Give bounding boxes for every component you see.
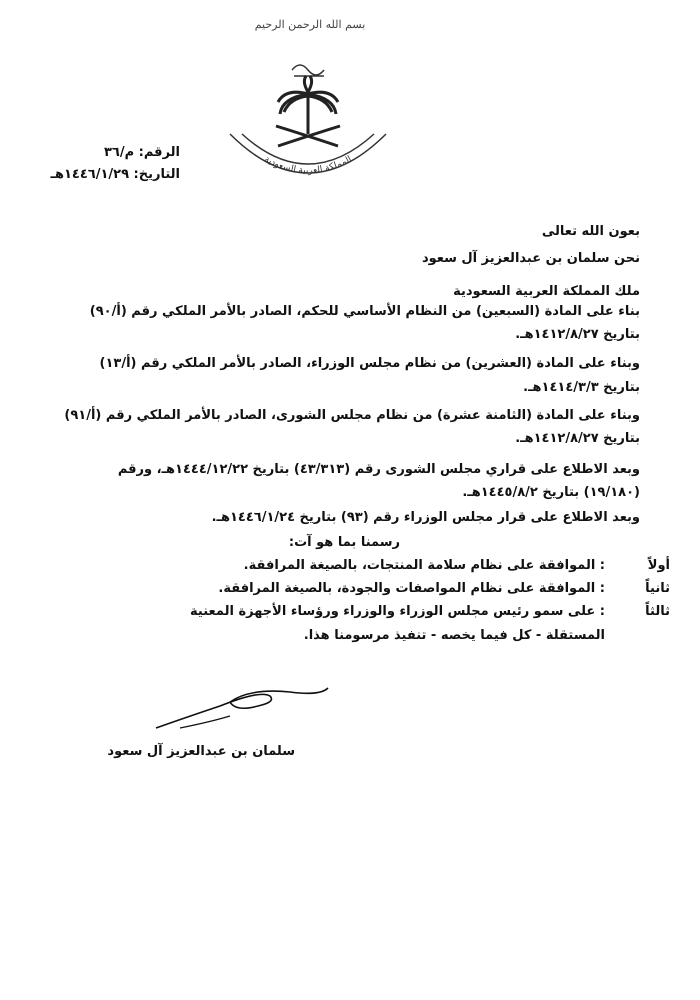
basmala: بسم الله الرحمن الرحيم bbox=[254, 18, 366, 31]
paragraph-1-line-1: بناء على المادة (السبعين) من النظام الأساسي للحكم، الصادر بالأمر الملكي رقم (أ/٩٠) bbox=[89, 304, 640, 319]
title-line: ملك المملكة العربية السعودية bbox=[453, 284, 640, 299]
paragraph-2-line-2: بتاريخ ١٤١٤/٣/٣هـ. bbox=[523, 380, 640, 395]
ref-date: التاريخ: ١٤٤٦/١/٢٩هـ bbox=[50, 167, 180, 182]
paragraph-3-line-2: بتاريخ ١٤١٢/٨/٢٧هـ. bbox=[515, 431, 640, 446]
item-3-label: ثالثاً bbox=[645, 604, 670, 619]
item-3-text: : على سمو رئيس مجلس الوزراء والوزراء ورؤساء الأجهزة المعنية bbox=[190, 604, 605, 619]
paragraph-4-line-1: وبعد الاطلاع على قراري مجلس الشورى رقم (٤٣/٣١٣) بتاريخ ١٤٤٤/١٢/٢٢هـ، ورقم bbox=[117, 462, 640, 477]
item-1-label: أولاً bbox=[647, 558, 670, 573]
king-line: نحن سلمان بن عبدالعزيز آل سعود bbox=[421, 251, 640, 266]
item-1-text: : الموافقة على نظام سلامة المنتجات، بالصيغة المرافقة. bbox=[243, 558, 605, 573]
paragraph-3-line-1: وبناء على المادة (الثامنة عشرة) من نظام مجلس الشورى، الصادر بالأمر الملكي رقم (أ/٩١) bbox=[64, 408, 640, 423]
decreed-line: رسمنا بما هو آت: bbox=[288, 535, 400, 550]
item-3-text-continued: المستقلة - كل فيما يخصه - تنفيذ مرسومنا هذا. bbox=[303, 628, 605, 643]
saudi-emblem bbox=[222, 52, 394, 184]
reference-block bbox=[20, 142, 180, 186]
ref-number: الرقم: م/٣٦ bbox=[103, 145, 180, 160]
paragraph-2-line-1: وبناء على المادة (العشرين) من نظام مجلس الوزراء، الصادر بالأمر الملكي رقم (أ/١٣) bbox=[99, 356, 640, 371]
paragraph-4-line-2: (١٩/١٨٠) بتاريخ ١٤٤٥/٨/٢هـ. bbox=[462, 485, 640, 500]
signature-image bbox=[150, 682, 330, 742]
paragraph-5-line-1: وبعد الاطلاع على قرار مجلس الوزراء رقم (٩٣) بتاريخ ١٤٤٦/١/٢٤هـ. bbox=[211, 510, 640, 525]
item-2-label: ثانياً bbox=[645, 581, 670, 596]
opening-line: بعون الله تعالى bbox=[541, 224, 640, 239]
paragraph-1-line-2: بتاريخ ١٤١٢/٨/٢٧هـ. bbox=[515, 327, 640, 342]
emblem-text: المملكة العربية السعودية bbox=[262, 154, 354, 177]
item-2-text: : الموافقة على نظام المواصفات والجودة، بالصيغة المرافقة. bbox=[218, 581, 605, 596]
signer-name: سلمان بن عبدالعزيز آل سعود bbox=[107, 744, 295, 759]
